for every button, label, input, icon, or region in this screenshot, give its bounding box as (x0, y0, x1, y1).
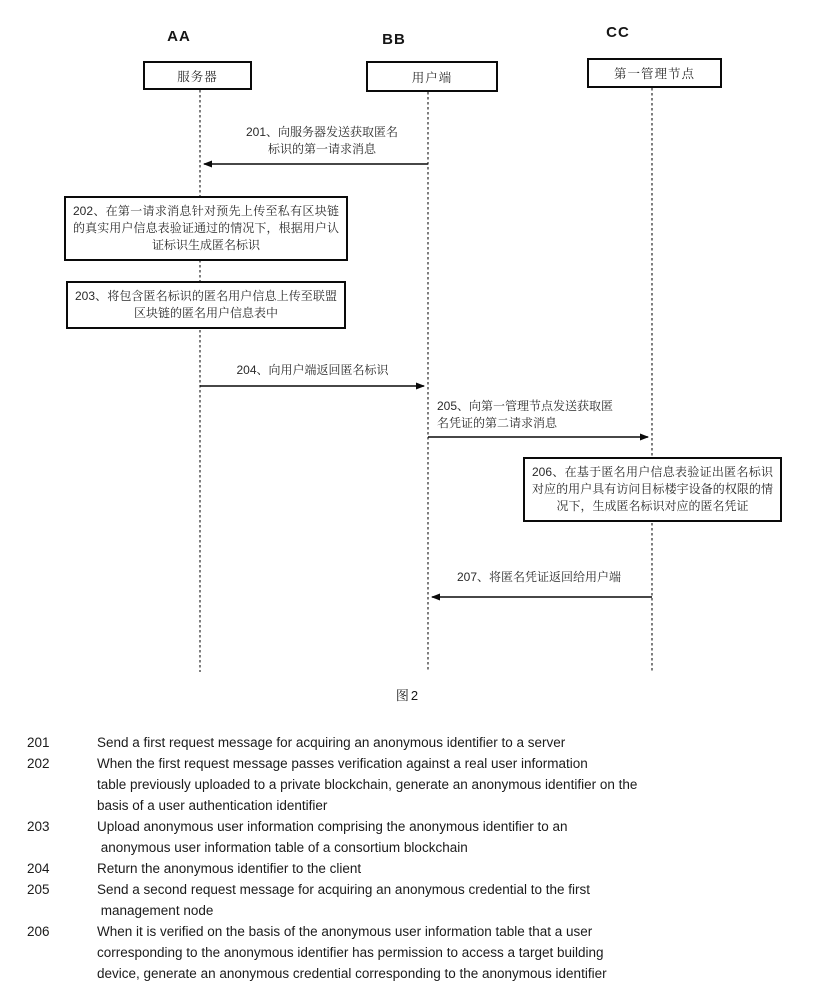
legend-number: 204 (27, 861, 50, 876)
message-label-204: 204、向用户端返回匿名标识 (236, 363, 389, 377)
legend-number: 201 (27, 735, 50, 750)
figure-caption: 图2 (395, 688, 421, 703)
legend-text: Send a first request message for acquiring an anonymous identifier to a server (97, 735, 566, 750)
legend-item-201 (27, 732, 805, 753)
legend-item-206 (27, 921, 805, 982)
legend-number: 203 (27, 819, 50, 834)
legend-text: When the first request message passes verification against a real user information table previously uploaded to a private blockchain, generate an anonymous identifier on the basis of a user authentication identifier (97, 756, 638, 813)
step-legend (27, 732, 805, 982)
message-label-207: 207、将匿名凭证返回给用户端 (456, 570, 622, 584)
actor-box-server: 服务器 (143, 61, 252, 90)
actor-box-first-management-node: 第一管理节点 (587, 58, 722, 88)
actor-ref-bb: BB (382, 31, 406, 48)
legend-number: 202 (27, 756, 50, 771)
legend-item-205 (27, 879, 805, 921)
actor-ref-aa: AA (167, 28, 191, 45)
legend-number: 206 (27, 924, 50, 939)
message-label-201: 201、向服务器发送获取匿名 标识的第一请求消息 (245, 125, 399, 156)
legend-text: Return the anonymous identifier to the client (97, 861, 362, 876)
actor-box-client: 用户端 (366, 61, 498, 92)
legend-item-202 (27, 753, 805, 816)
legend-text: Upload anonymous user information comprising the anonymous identifier to an anonymous user information table of a consortium blockchain (97, 819, 568, 855)
message-label-205: 205、向第一管理节点发送获取匿 名凭证的第二请求消息 (437, 399, 614, 430)
note-box-206: 206、在基于匿名用户信息表验证出匿名标识对应的用户具有访问目标楼宇设备的权限的情况下，生成匿名标识对应的匿名凭证 (523, 457, 782, 522)
legend-number: 205 (27, 882, 50, 897)
note-box-203: 203、将包含匿名标识的匿名用户信息上传至联盟区块链的匿名用户信息表中 (66, 281, 346, 329)
legend-text: When it is verified on the basis of the anonymous user information table that a user corresponding to the anonymous identifier has permission to access a target building device, generate an anonymous credential corresponding to the anonymous identifier (97, 924, 607, 981)
legend-text: Send a second request message for acquiring an anonymous credential to the first management node (97, 882, 591, 918)
legend-item-203 (27, 816, 805, 858)
actor-ref-cc: CC (606, 24, 630, 41)
note-box-202: 202、在第一请求消息针对预先上传至私有区块链的真实用户信息表验证通过的情况下，根据用户认证标识生成匿名标识 (64, 196, 348, 261)
legend-item-204 (27, 858, 805, 879)
